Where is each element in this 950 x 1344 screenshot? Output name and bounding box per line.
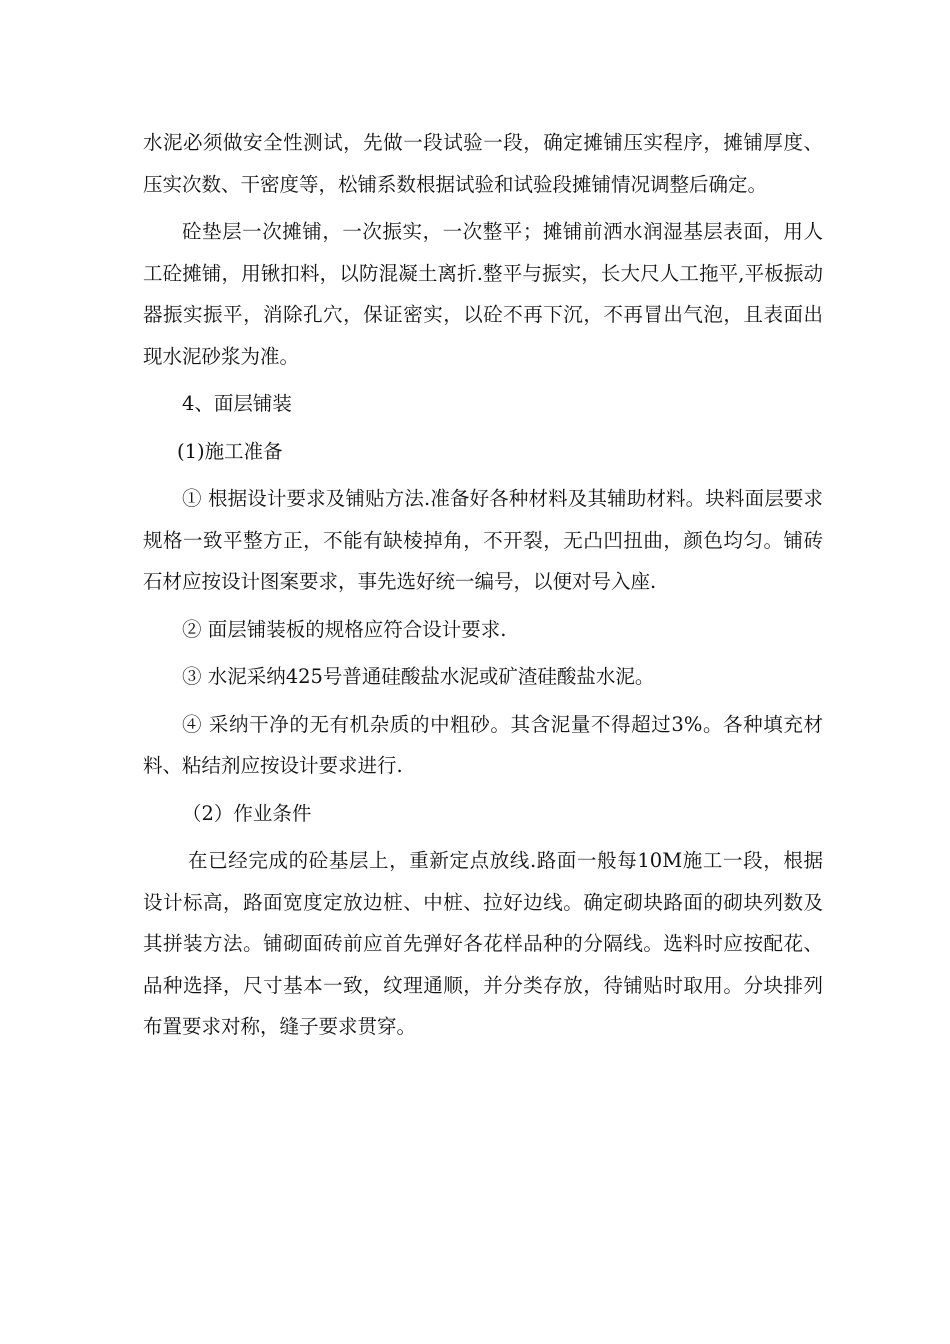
subsection-heading-work-conditions: （2）作业条件 (182, 801, 312, 825)
paragraph-cement-testing: 水泥必须做安全性测试，先做一段试验一段，确定摊铺压实程序，摊铺厚度、压实次数、干密度等，松铺系数根据试验和试验段摊铺情况调整后确定。 (143, 131, 823, 196)
document-body (143, 122, 823, 1054)
paragraph-item-4: ④ 采纳干净的无有机杂质的中粗砂。其含泥量不得超过3%。各种填充材料、粘结剂应按设计要求进行. (143, 712, 823, 777)
subsection-heading-preparation: (1)施工准备 (177, 439, 283, 463)
paragraph-item-1: ① 根据设计要求及铺贴方法.准备好各种材料及其辅助材料。块料面层要求规格一致平整方正，不能有缺棱掉角，不开裂，无凸凹扭曲，颜色均匀。铺砖石材应按设计图案要求，事先选好统一编号，以便对号入座. (143, 487, 823, 593)
paragraph-concrete-cushion: 砼垫层一次摊铺，一次振实，一次整平；摊铺前洒水润湿基层表面，用人工砼摊铺，用锹扣料，以防混凝土离折.整平与振实，长大尺人工拖平,平板振动器振实振平，消除孔穴，保证密实，以砼不再下沉，不再冒出气泡，且表面出现水泥砂浆为准。 (143, 220, 823, 368)
paragraph-item-2: ② 面层铺装板的规格应符合设计要求. (182, 617, 507, 641)
section-heading-surface-paving: 4、面层铺装 (182, 392, 292, 415)
paragraph-item-3: ③ 水泥采纳425号普通硅酸盐水泥或矿渣硅酸盐水泥。 (182, 665, 655, 688)
paragraph-work-conditions: 在已经完成的砼基层上，重新定点放线.路面一般每10M施工一段，根据设计标高，路面宽度定放边桩、中桩、拉好边线。确定砌块路面的砌块列数及其拼装方法。铺砌面砖前应首先弹好各花样品种的分隔线。选料时应按配花、品种选择，尺寸基本一致，纹理通顺，并分类存放，待铺贴时取用。分块排列布置要求对称，缝子要求贯穿。 (143, 849, 823, 1038)
